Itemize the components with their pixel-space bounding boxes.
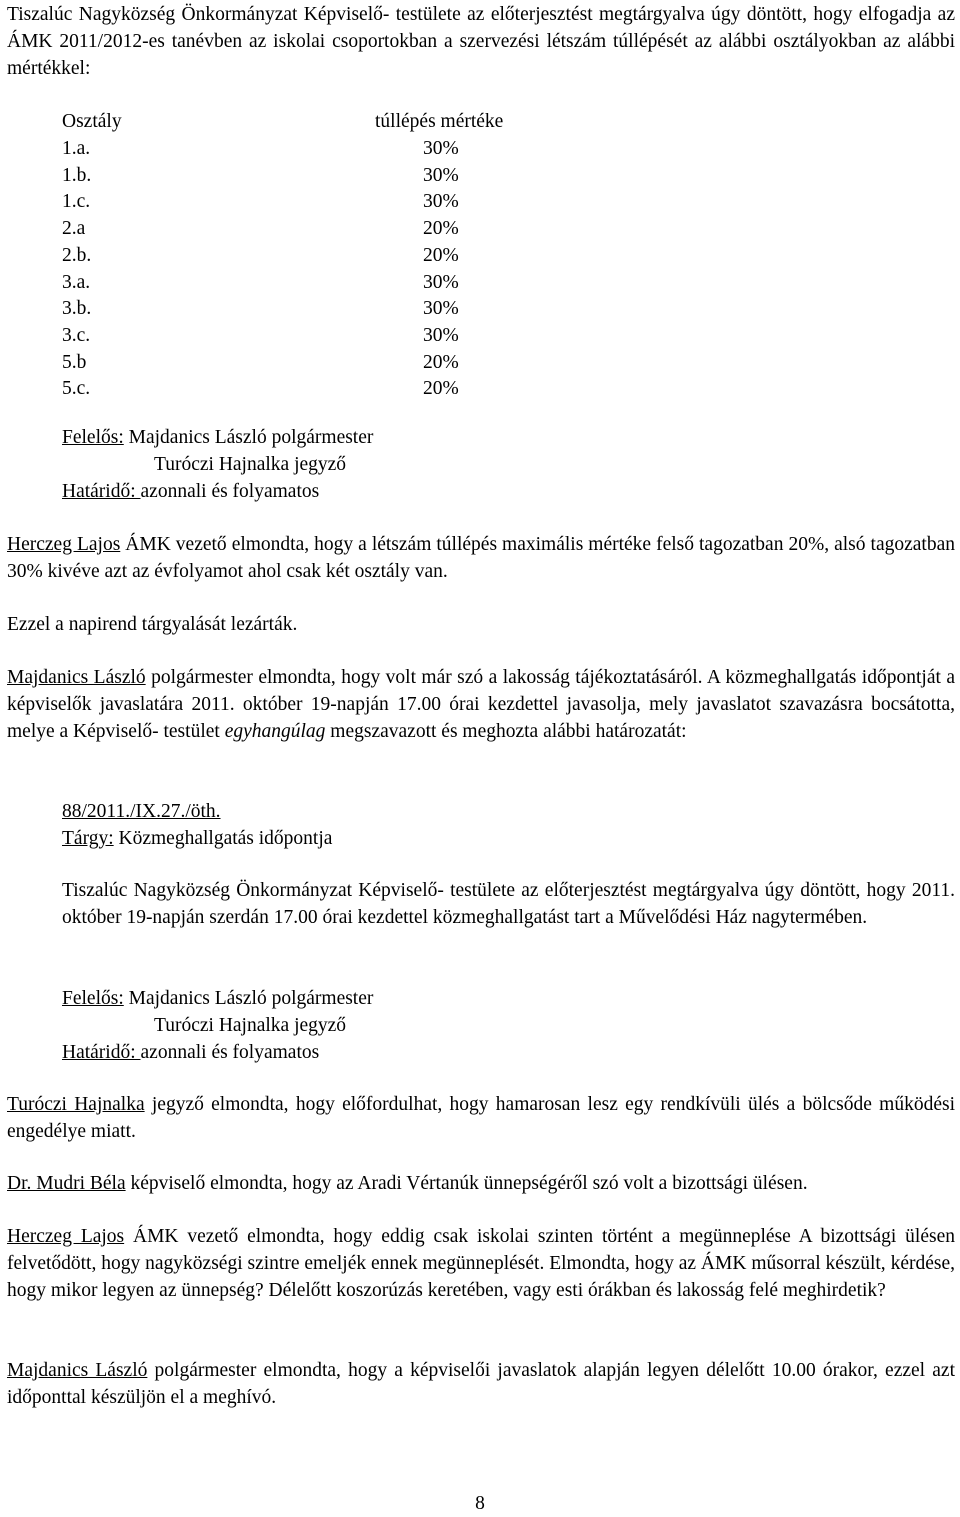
- row-value: 20%: [423, 351, 459, 373]
- paragraph-text: képviselő elmondta, hogy az Aradi Vértanúk ünnepségéről szó volt a bizottsági ülésen.: [125, 1173, 808, 1194]
- speaker-name: Herczeg Lajos: [7, 1226, 125, 1247]
- row-class: 3.b.: [62, 298, 92, 320]
- paragraph-text: ÁMK vezető elmondta, hogy eddig csak iskolai szinten történt a megünneplése A bizottsági ülésen felvetődött, hogy nagyközségi szintre emeljék ennek megünneplését. Elmondta, hogy az ÁMK műsorral készült, kérdése, hogy mikor legyen az ünnepség? Délelőtt koszorúzás keretében, vagy esti órákban és lakosság felé meghirdetik?: [7, 1226, 955, 1301]
- row-class: 2.b.: [62, 244, 92, 266]
- row-value: 30%: [423, 138, 459, 159]
- row-class: 2.a: [62, 218, 86, 240]
- hatarido-value: azonnali és folyamatos: [140, 481, 320, 502]
- felelos-value: Majdanics László polgármester: [123, 427, 374, 448]
- row-class: 1.b.: [62, 164, 92, 186]
- row-class: 5.c.: [62, 378, 91, 400]
- decision-block: [62, 877, 955, 931]
- speaker-name: Turóczi Hajnalka: [7, 1094, 145, 1115]
- row-value: 20%: [423, 218, 459, 240]
- header-class: Osztály: [62, 111, 122, 132]
- row-value: 30%: [423, 271, 459, 293]
- paragraph-turoczi: [7, 1091, 955, 1145]
- row-class: 1.c.: [62, 191, 91, 213]
- speaker-name: Herczeg Lajos: [7, 534, 121, 555]
- subject-value: Közmeghallgatás időpontja: [113, 828, 333, 849]
- second-person: Turóczi Hajnalka jegyző: [154, 1015, 347, 1036]
- paragraph-mudri: [7, 1170, 955, 1197]
- paragraph-majdanics-2: [7, 1357, 955, 1411]
- paragraph-decision-2: Tiszalúc Nagyközség Önkormányzat Képviselő- testülete az előterjesztést megtárgyalva úgy döntött, hogy 2011. október 19-napján szerdán 17.00 órai kezdettel közmeghallgatást tart a Művelődési Ház nagytermében.: [62, 880, 955, 928]
- page-number: 8: [475, 1493, 485, 1514]
- paragraph-herczeg-2: [7, 1223, 955, 1304]
- paragraph-text: polgármester elmondta, hogy volt már szó a lakosság tájékoztatásáról. A közmeghallgatás időpontját a képviselők javaslatára 2011. október 19-napján 17.00 órai kezdettel javasolja, mely javaslatot szavazásra bocsátotta, melye a Képviselő- testület: [7, 667, 955, 742]
- subject-label: Tárgy:: [62, 828, 114, 849]
- row-value: 30%: [423, 298, 459, 320]
- row-class: 3.c.: [62, 324, 91, 346]
- speaker-name: Dr. Mudri Béla: [7, 1173, 126, 1194]
- hatarido-label: Határidő:: [62, 1042, 141, 1063]
- speaker-name: Majdanics László: [7, 1360, 148, 1381]
- row-class: 3.a.: [62, 271, 91, 293]
- row-value: 20%: [423, 378, 459, 400]
- italic-text: egyhangúlag: [224, 721, 326, 742]
- paragraph-herczeg-1: [7, 531, 955, 585]
- felelos-label: Felelős:: [62, 427, 124, 448]
- row-class: 1.a.: [62, 138, 91, 159]
- paragraph-text: jegyző elmondta, hogy előfordulhat, hogy hamarosan lesz egy rendkívüli ülés a bölcsőde működési engedélye miatt.: [7, 1094, 955, 1142]
- row-class: 5.b: [62, 351, 87, 373]
- paragraph-decision-intro: Tiszalúc Nagyközség Önkormányzat Képviselő- testülete az előterjesztést megtárgyalva úgy döntött, hogy elfogadja az ÁMK 2011/2012-es tanévben az iskolai csoportokban a szervezési létszám túllépését az alábbi osztályokban az alábbi mértékkel:: [7, 4, 955, 79]
- second-person: Turóczi Hajnalka jegyző: [154, 454, 347, 475]
- felelos-label: Felelős:: [62, 988, 124, 1009]
- row-value: 30%: [423, 164, 459, 186]
- speaker-name: Majdanics László: [7, 667, 146, 688]
- row-value: 20%: [423, 244, 459, 266]
- paragraph-majdanics-1: [7, 664, 955, 745]
- resolution-number: 88/2011./IX.27./öth.: [62, 801, 221, 822]
- row-value: 30%: [423, 191, 459, 213]
- row-value: 30%: [423, 324, 459, 346]
- hatarido-value: azonnali és folyamatos: [140, 1042, 320, 1063]
- paragraph-closing: Ezzel a napirend tárgyalását lezárták.: [7, 614, 298, 635]
- paragraph-text: polgármester elmondta, hogy a képviselői javaslatok alapján legyen délelőtt 10.00 órakor, ezzel azt időponttal készüljön el a meghívó.: [7, 1360, 955, 1408]
- felelos-value: Majdanics László polgármester: [123, 988, 374, 1009]
- paragraph-text-end: megszavazott és meghozta alábbi határozatát:: [325, 721, 687, 742]
- paragraph-text: ÁMK vezető elmondta, hogy a létszám túllépés maximális mértéke felső tagozatban 20%, alsó tagozatban 30% kivéve azt az évfolyamot ahol csak két osztály van.: [7, 534, 955, 582]
- hatarido-label: Határidő:: [62, 481, 141, 502]
- header-value: túllépés mértéke: [375, 111, 504, 132]
